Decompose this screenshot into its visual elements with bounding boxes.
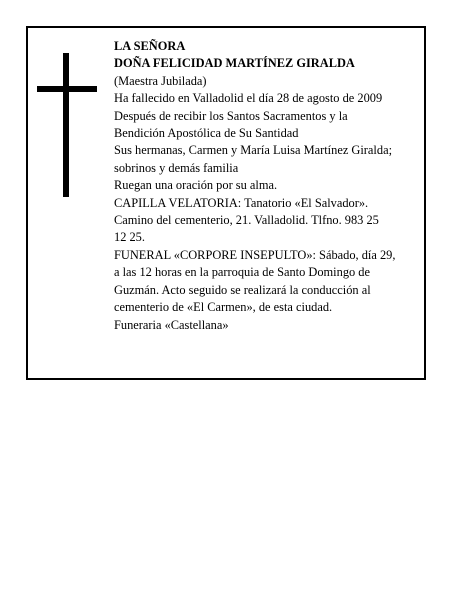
cross-vertical-bar [63, 53, 69, 197]
funeral-line-3: Guzmán. Acto seguido se realizará la conducción al [114, 282, 371, 297]
cross-horizontal-bar [37, 86, 97, 92]
obituary-text [114, 38, 424, 334]
prayer-request: Ruegan una oración por su alma. [114, 178, 278, 193]
notice-heading: LA SEÑORA [114, 39, 186, 53]
chapel-line-2: Camino del cementerio, 21. Valladolid. Tlfno. 983 25 [114, 213, 379, 228]
sacraments-line-1: Después de recibir los Santos Sacramentos y la [114, 108, 348, 123]
cross-icon [37, 53, 97, 197]
deceased-title: (Maestra Jubilada) [114, 73, 207, 88]
funeral-line-4: cementerio de «El Carmen», de esta ciudad. [114, 300, 333, 315]
funeral-line-1: FUNERAL «CORPORE INSEPULTO»: Sábado, día 29, [114, 247, 396, 262]
funeral-line-2: a las 12 horas en la parroquia de Santo Domingo de [114, 265, 371, 280]
chapel-line-3: 12 25. [114, 230, 145, 245]
chapel-line-1: CAPILLA VELATORIA: Tanatorio «El Salvador». [114, 195, 369, 210]
family-line-2: sobrinos y demás familia [114, 160, 239, 175]
deceased-name: DOÑA FELICIDAD MARTÍNEZ GIRALDA [114, 56, 355, 71]
family-line-1: Sus hermanas, Carmen y María Luisa Martínez Giralda; [114, 143, 393, 158]
sacraments-line-2: Bendición Apostólica de Su Santidad [114, 126, 299, 141]
death-announcement: Ha fallecido en Valladolid el día 28 de agosto de 2009 [114, 91, 383, 106]
funeral-home: Funeraria «Castellana» [114, 317, 229, 332]
